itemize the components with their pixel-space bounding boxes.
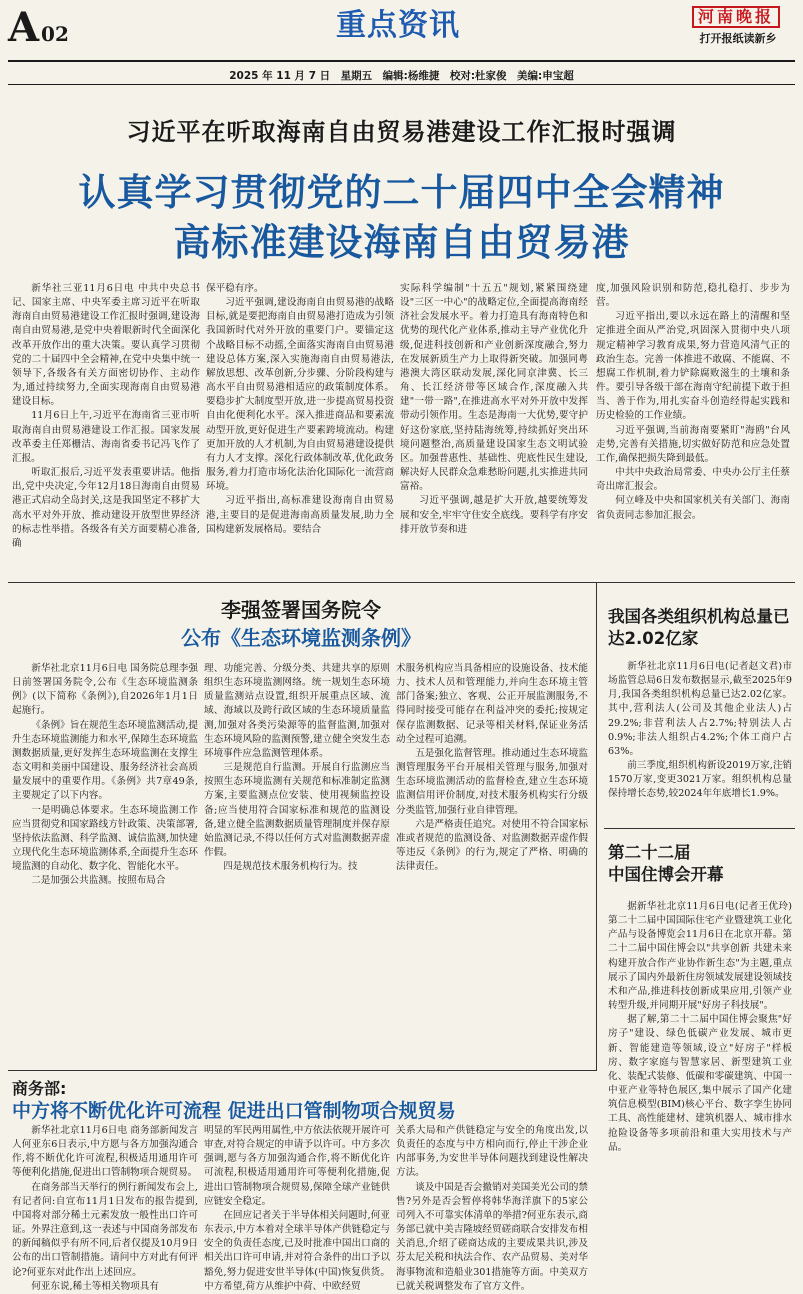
trade-column-1 — [12, 1124, 198, 1292]
paragraph: 理、功能完善、分级分类、共建共享的原则组织生态环境监测网络。统一规划生态环境质量监测站点设置,组织开展重点区域、流域、海域以及跨行政区域的生态环境质量监测,加强对各类污染源等的监督监测,加强对生态环境风险的监测预警,建立健全突发生态环境事件应急监测管理体系。 — [204, 663, 390, 759]
paragraph: 何亚东说,稀土等相关物项具有 — [31, 1280, 159, 1292]
paragraph: 听取汇报后,习近平发表重要讲话。他指出,党中央决定,今年12月18日海南自由贸易港正式启动全岛封关,这是我国坚定不移扩大高水平对外开放、推动建设开放型世界经济的标志性举措。各级各有关方面要精心准备,确 — [12, 467, 200, 549]
org-title: 我国各类组织机构总量已达2.02亿家 — [608, 607, 790, 648]
lead-headline-line2: 高标准建设海南自由贸易港 — [173, 221, 630, 264]
paragraph: 谈及中国是否会撤销对美国美光公司的禁售?另外是否会暂停将韩华海洋旗下的5家公司列入不可靠实体清单的举措?何亚东表示,商务部已就中美吉隆坡经贸磋商联合安排发布相关消息,介绍了磋商达成的主要成果共识,涉及芬太尼关税和执法合作、农产品贸易、美对华海事物流和造船业301措施等方面。中美双方已就关税调整发布了官方文件。 — [396, 1181, 588, 1292]
paragraph: 习近平指出,要以永远在路上的清醒和坚定推进全面从严治党,巩固深入贯彻中央八项规定精神学习教育成果,努力营造风清气正的政治生态。完善一体推进不敢腐、不能腐、不想腐工作机制,着力铲除腐败滋生的土壤和条件。要引导各级干部在海南守纪前提下敢于担当、善于作为,用扎实奋斗创造经得起实践和历史检验的工作业绩。 — [596, 311, 790, 422]
section-divider — [8, 582, 795, 583]
org-body — [608, 660, 792, 822]
paragraph: 五是强化监督管理。推动通过生态环境监测管理服务平台开展相关管理与服务,加强对生态环境监测活动的监督检查,建立生态环境监测信用评价制度,对技术服务机构实行分级分类监管,加强行业自律管理。 — [396, 747, 588, 816]
paragraph: 习近平强调,越是扩大开放,越要统筹发展和安全,牢牢守住安全底线。要科学有序安排开放节奏和进 — [400, 495, 588, 535]
eco-column-1 — [12, 662, 198, 1062]
paragraph: 中共中央政治局常委、中央办公厅主任蔡奇出席汇报会。 — [596, 467, 790, 493]
trade-title: 中方将不断优化许可流程 促进出口管制物项合规贸易 — [12, 1100, 456, 1122]
expo-title-line2: 中国住博会开幕 — [608, 865, 724, 884]
paragraph: 《条例》旨在规范生态环境监测活动,提升生态环境监测能力和水平,保障生态环境监测数据质量,更好发挥生态环境监测在支撑生态文明和美丽中国建设、服务经济社会高质量发展中的重要作用。《条例》共7章49条,主要规定了以下内容。 — [12, 719, 198, 802]
paragraph: 习近平强调,当前海南要紧盯"海鸥"台风走势,完善有关措施,切实做好防范和应急处置工作,确保把损失降到最低。 — [596, 424, 790, 464]
section-divider — [8, 1070, 597, 1071]
lead-column-4 — [596, 282, 790, 574]
page-number: A 02 — [8, 4, 69, 51]
paragraph: 前三季度,组织机构新设2019万家,注销1570万家,变更3021万家。组织机构总量保持增长态势,较2024年年底增长1.9%。 — [608, 760, 793, 800]
sidebar-divider — [604, 828, 795, 829]
dateline: 2025 年 11 月 7 日 星期五 编辑:杨维捷 校对:杜家俊 美编:申宝超 — [229, 70, 574, 82]
lead-column-3 — [400, 282, 588, 574]
paragraph: 据新华社北京11月6日电(记者王优玲)第二十二届中国国际住宅产业暨建筑工业化产品与设备博览会11月6日在北京开幕。第二十二届中国住博会以"共享创新 共建未来 构建开放合作产业协作新生态"为主题,重点展示了国内外最新住房领域发展建设领域技术和产品,推进科技创新成果应用,引领产业转型升级,并同期开展"好房子科技展"。 — [608, 901, 792, 1012]
paragraph: 一是明确总体要求。生态环境监测工作应当贯彻党和国家路线方针政策、决策部署,坚持依法监测、科学监测、诚信监测,加快建立现代化生态环境监测体系,全面提升生态环境监测的自动化、数字化、智能化水平。 — [12, 804, 198, 873]
paragraph: 明显的军民两用属性,中方依法依规开展许可审查,对符合规定的申请予以许可。中方多次强调,愿与各方加强沟通合作,将不断优化许可流程,积极适用通用许可等便利化措施,促进出口管制物项合规贸易,保障全球产业链供应链安全稳定。 — [204, 1125, 390, 1207]
paragraph: 三是规范自行监测。开展自行监测应当按照生态环境监测有关规范和标准制定监测方案,主要监测点位安装、使用视频监控设备;应当使用符合国家标准和规范的监测设备,建立健全监测数据质量管理制度并保存原始监测记录,不得以任何方式对监测数据弄虚作假。 — [204, 762, 390, 859]
paragraph: 据了解,第二十二届中国住博会聚焦"好房子"建设、绿色低碳产业发展、城市更新、智能建造等领域,设立"好房子"样板房、数字家庭与智慧家居、新型建筑工业化、装配式装修、低碳和零碳建筑、中国一中亚产业等特色展区,集中展示了国产化建筑信息模型(BIM)核心平台、数字孪生协同工具、高性能建材、建筑机器人、城市排水抢险设备等多项前沿和重大实用技术与产品。 — [608, 1014, 792, 1153]
trade-column-2 — [204, 1124, 390, 1292]
eco-title-line1: 李强签署国务院令 — [221, 598, 381, 622]
dateline-rule — [8, 84, 795, 85]
trade-kicker: 商务部: — [12, 1079, 67, 1098]
paragraph: 六是严格责任追究。对使用不符合国家标准或者规范的监测设备、对监测数据弄虚作假等违反《条例》的行为,规定了严格、明确的法律责任。 — [396, 818, 588, 873]
paragraph: 新华社北京11月6日电 商务部新闻发言人何亚东6日表示,中方愿与各方加强沟通合作,将不断优化许可流程,积极适用通用许可等便利化措施,促进出口管制物项合规贸易。 — [12, 1125, 198, 1179]
expo-body — [608, 900, 792, 1196]
paragraph: 11月6日上午,习近平在海南省三亚市听取海南自由贸易港建设工作汇报。国家发展改革委主任郑栅洁、海南省委书记冯飞作了汇报。 — [12, 410, 200, 464]
paragraph: 实际科学编制"十五五"规划,紧紧围绕建设"三区一中心"的战略定位,全面提高海南经济社会发展水平。着力打造具有海南特色和优势的现代化产业体系,推动主导产业优化升级,促进科技创新和产业创新深度融合,努力在发展新质生产力上取得新突破。加强同粤港澳大湾区联动发展,深化同京津冀、长三角、长江经济带等区域合作,深度融入共建"一带一路",在推进高水平对外开放中发挥带动引领作用。生态是海南一大优势,要守护好这份家底,坚持陆海统筹,持续抓好突出环境问题整治,高质量建设国家生态文明试验区。加强普惠性、基础性、兜底性民生建设,解决好人民群众急难愁盼问题,扎实推进共同富裕。 — [400, 283, 588, 493]
masthead-rule — [8, 60, 795, 62]
paragraph: 在商务部当天举行的例行新闻发布会上,有记者问:自宣布11月1日发布的报告提到,中国将对部分稀土元素发放一般性出口许可证。外界注意到,这一表述与中国商务部发布的新闻稿似乎有所不同,后者仅提及10月9日公布的出口管制措施。请问中方对此有何评论?何亚东对此作出上述回应。 — [12, 1181, 198, 1278]
paragraph: 关系大局和产供链稳定与安全的角度出发,以负责任的态度与中方相向而行,停止干涉企业内部事务,为安世半导体问题找到建设性解决方法。 — [396, 1125, 588, 1179]
slogan: 打开报纸读新乡 — [699, 32, 777, 45]
paragraph: 度,加强风险识别和防范,稳扎稳打、步步为营。 — [596, 283, 790, 309]
section-title: 重点资讯 — [336, 8, 460, 43]
eco-column-3 — [396, 662, 588, 1062]
paragraph: 习近平强调,建设海南自由贸易港的战略目标,就是要把海南自由贸易港打造成为引领我国新时代对外开放的重要门户。要锚定这个战略目标不动摇,全面落实海南自由贸易港建设总体方案,深入实施海南自由贸易港法,解放思想、改革创新,分步骤、分阶段构建与高水平自由贸易港相适应的政策制度体系。要稳步扩大制度型开放,进一步提高贸易投资自由化便利化水平。深入推进商品和要素流动型开放,更好促进生产要素跨境流动。构建更加开放的人才机制,为自由贸易港建设提供有力人才支撑。深化行政体制改革,优化政务服务,着力打造市场化法治化国际化一流营商环境。 — [206, 297, 394, 493]
eco-column-2 — [204, 662, 390, 1062]
expo-title-line1: 第二十二届 — [608, 843, 691, 862]
paragraph: 新华社北京11月6日电(记者赵文君)市场监管总局6日发布数据显示,截至2025年9月,我国各类组织机构总量已达2.02亿家。其中,营利法人(公司及其他企业法人)占29.2%;非营利法人占2.7%;特别法人占0.9%;非法人组织占4.2%;个体工商户占63%。 — [608, 661, 792, 757]
lead-column-2 — [206, 282, 394, 574]
trade-column-3 — [396, 1124, 588, 1292]
lead-subhead: 习近平在听取海南自由贸易港建设工作汇报时强调 — [126, 118, 677, 146]
paragraph: 四是规范技术服务机构行为。技 — [223, 861, 358, 873]
paragraph: 保平稳有序。 — [206, 283, 264, 294]
paragraph: 二是加强公共监测。按照布局合 — [31, 875, 166, 887]
paragraph: 新华社三亚11月6日电 中共中央总书记、国家主席、中央军委主席习近平在听取海南自由贸易港建设工作汇报时强调,建设海南自由贸易港,是党中央着眼新时代全面深化改革开放作出的重大决策。要认真学习贯彻党的二十届四中全会精神,在党中央集中统一领导下,各级各有关方面密切协作、主动作为,通过持续努力,全面实现海南自由贸易港建设目标。 — [12, 283, 200, 408]
paragraph: 何立峰及中央和国家机关有关部门、海南省负责同志参加汇报会。 — [596, 495, 790, 521]
paragraph: 习近平指出,高标准建设海南自由贸易港,主要目的是促进海南高质量发展,助力全国构建新发展格局。要结合 — [206, 495, 394, 535]
paragraph: 新华社北京11月6日电 国务院总理李强日前签署国务院令,公布《生态环境监测条例》(以下简称《条例》),自2026年1月1日起施行。 — [12, 663, 198, 717]
paragraph: 在回应记者关于半导体相关问题时,何亚东表示,中方本着对全球半导体产供链稳定与安全的负责任态度,已及时批准中国出口商的相关出口许可申请,并对符合条件的出口予以豁免,努力促进安世半导体(中国)恢复供货。中方希望,荷方从维护中荷、中欧经贸 — [204, 1209, 390, 1292]
newspaper-logo: 河南晚报 — [678, 6, 794, 28]
lead-column-1 — [12, 282, 200, 574]
paragraph: 术服务机构应当具备相应的设施设备、技术能力、技术人员和管理能力,并向生态环境主管部门备案;独立、客观、公正开展监测服务,不得同时接受可能存在利益冲突的委托;按规定保存监测数据、记录等相关材料,保证业务活动全过程可追溯。 — [396, 663, 588, 745]
eco-title-line2: 公布《生态环境监测条例》 — [181, 626, 421, 650]
column-divider — [596, 582, 597, 1070]
lead-headline-line1: 认真学习贯彻党的二十届四中全会精神 — [78, 171, 725, 214]
